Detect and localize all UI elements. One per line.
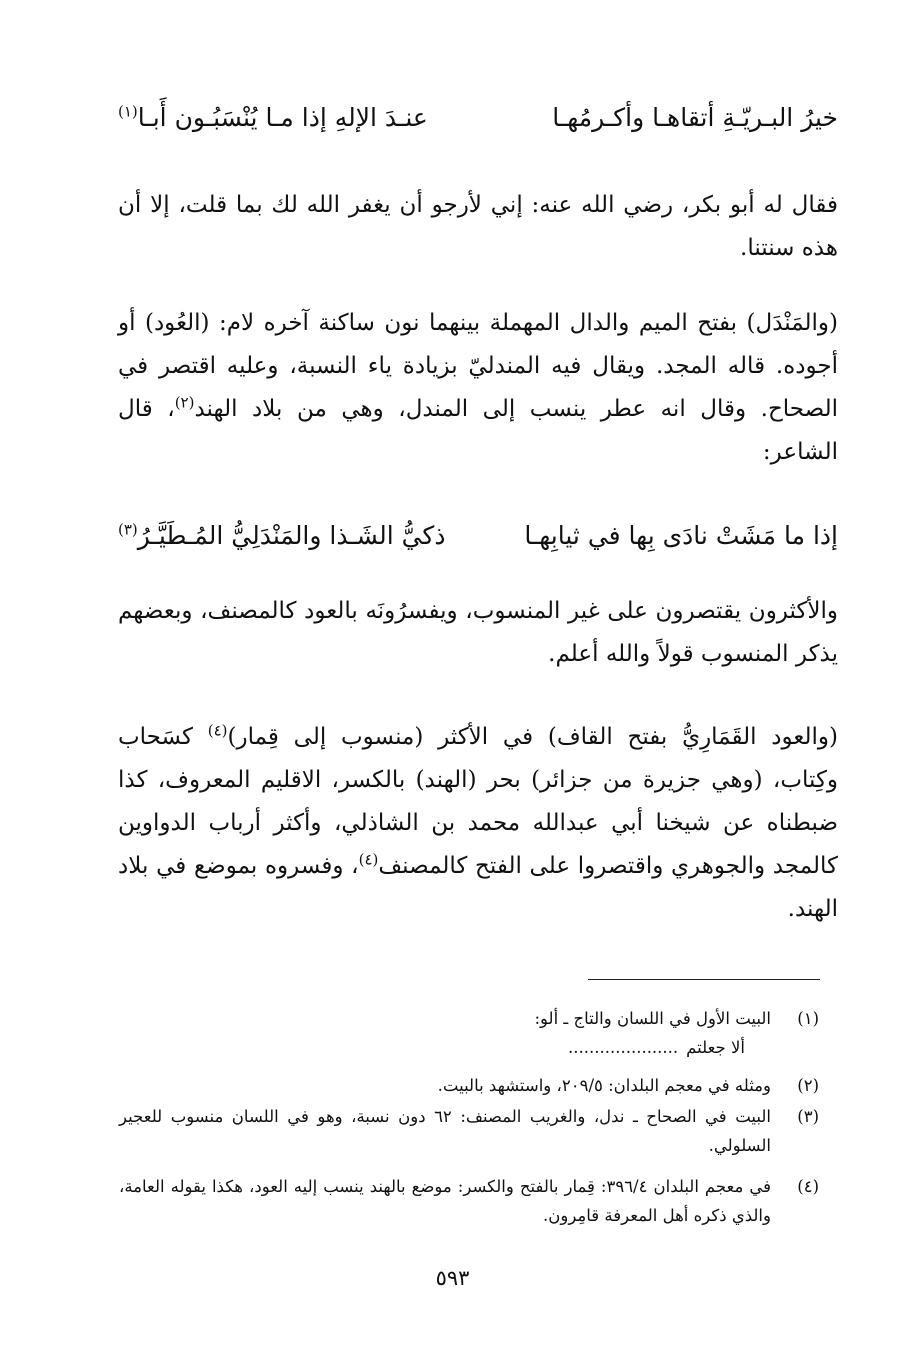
- footnote-3-number: (٣): [797, 1107, 819, 1126]
- footnote-2-number: (٢): [797, 1076, 819, 1095]
- paragraph-1: [118, 184, 838, 270]
- paragraph-4-part-3: ، وفسروه بموضع في بلاد الهند.: [118, 853, 838, 922]
- footnote-1-ellipsis: .....................: [568, 1038, 679, 1057]
- verse-2-second-hemistich-text: ذكيُّ الشَـذا والمَنْدَلِيُّ المُـطَيَّـرُ: [137, 521, 446, 550]
- footnote-2: [119, 1071, 819, 1100]
- footnote-1-verse-text: ألا جعلتم: [686, 1038, 745, 1057]
- paragraph-4-part-2: كسَحاب وكِتاب، (وهي جزيرة من جزائر) بحر (الهند) بالكسر، الاقليم المعروف، كذا ضبطناه عن شيخنا أبي عبدالله محمد بن الشاذلي، وأكثر أرباب الدواوين كالمجد والجوهري واقتصروا على الفتح كالمصنف: [118, 724, 838, 879]
- paragraph-4: [118, 716, 838, 931]
- footnote-4-text: في معجم البلدان ٣٩٦/٤: قِمار بالفتح والكسر: موضع بالهند ينسب إليه العود، هكذا يقوله العامة، والذي ذكره أهل المعرفة قامِرون.: [119, 1177, 771, 1225]
- paragraph-1-text: فقال له أبو بكر، رضي الله عنه: إني لأرجو أن يغفر الله لك بما قلت، إلا أن هذه سنتنا.: [118, 192, 838, 261]
- footnote-1-text: البيت الأول في اللسان والتاج ـ ألو:: [534, 1009, 771, 1028]
- paragraph-2-text: (والمَنْدَل) بفتح الميم والدال المهملة بينهما نون ساكنة آخره لام: (العُود) أو أجوده. قاله المجد. ويقال فيه المندليّ بزيادة ياء النسبة، وعليه اقتصر في الصحاح. وقال انه عطر ينسب إلى المندل، وهي من بلاد الهند: [118, 310, 838, 422]
- paragraph-2: [118, 302, 838, 474]
- verse-2-second-hemistich: [118, 516, 445, 556]
- paragraph-4-body: [118, 716, 838, 931]
- footnote-separator: [588, 979, 820, 980]
- footnote-1: [119, 1004, 819, 1062]
- footnote-4: [119, 1172, 819, 1230]
- verse-1-second-hemistich-text: عنـدَ الإلهِ إذا مـا يُنْسَبُـون أَبـا: [137, 103, 428, 132]
- verse-1: [118, 98, 838, 138]
- footnote-ref-4a: (٤): [207, 721, 228, 740]
- verse-2: [118, 516, 838, 556]
- paragraph-3: [118, 590, 838, 676]
- footnote-ref-4b: (٤): [358, 850, 379, 869]
- footnote-ref-1: (١): [118, 102, 138, 121]
- verse-1-first-hemistich: خيرُ البـريّـةِ أتقاهـا وأكـرمُهـا: [552, 103, 838, 132]
- paragraph-3-text: والأكثرون يقتصرون على غير المنسوب، ويفسرُونَه بالعود كالمصنف، وبعضهم يذكر المنسوب قولاً والله أعلم.: [118, 598, 838, 667]
- footnote-1-number: (١): [797, 1009, 819, 1028]
- paragraph-2-tail: ، قال الشاعر:: [118, 396, 838, 465]
- footnote-3: [119, 1102, 819, 1160]
- footnote-3-text: البيت في الصحاح ـ ندل، والغريب المصنف: ٦٢ دون نسبة، وهو في اللسان منسوب للعجير السلولي.: [119, 1107, 771, 1155]
- footnote-ref-3: (٣): [118, 520, 138, 539]
- footnote-4-number: (٤): [797, 1177, 819, 1196]
- footnote-ref-2: (٢): [174, 393, 195, 412]
- paragraph-2-body: [118, 302, 838, 474]
- verse-1-second-hemistich: [118, 98, 428, 138]
- verse-2-first-hemistich: إذا ما مَشَتْ نادَى بِها في ثيابِهـا: [524, 521, 838, 550]
- footnote-2-text: ومثله في معجم البلدان: ٢٠٩/٥، واستشهد بالبيت.: [437, 1076, 771, 1095]
- paragraph-4-part-1: (والعود القَمَارِيُّ بفتح القاف) في الأكثر (منسوب إلى قِمار): [227, 724, 838, 750]
- page-number: ٥٩٣: [435, 1266, 470, 1290]
- footnote-1-verse-line: [119, 1033, 745, 1062]
